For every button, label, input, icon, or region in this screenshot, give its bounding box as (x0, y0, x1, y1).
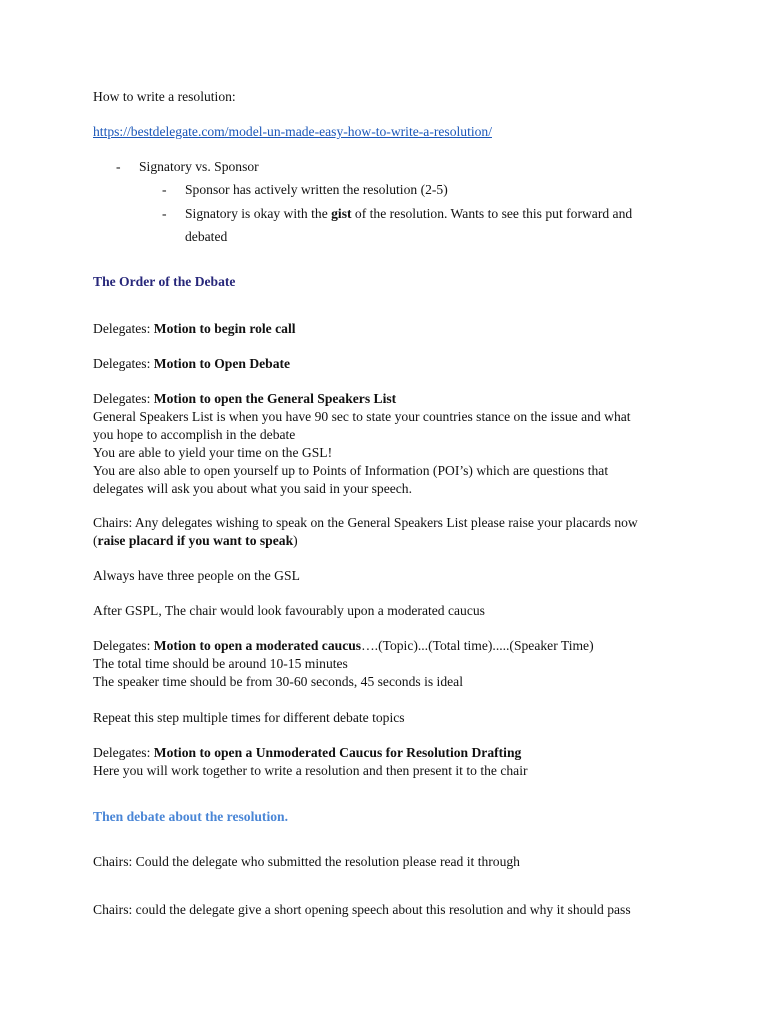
gsl-line: you hope to accomplish in the debate (93, 427, 296, 442)
motion-role-call: Delegates: Motion to begin role call (93, 321, 296, 336)
resource-link[interactable]: https://bestdelegate.com/model-un-made-easy-how-to-write-a-resolution/ (93, 124, 492, 139)
speaker-time-note: The speaker time should be from 30-60 seconds, 45 seconds is ideal (93, 674, 463, 689)
sub-bullet-dash: - (162, 206, 167, 221)
page-heading: How to write a resolution: (93, 89, 236, 104)
bullet-dash: - (116, 159, 121, 174)
always-three-note: Always have three people on the GSL (93, 568, 300, 583)
motion-moderated-caucus: Delegates: Motion to open a moderated caucus….(Topic)...(Total time).....(Speaker Time) (93, 638, 594, 653)
motion-unmoderated-caucus: Delegates: Motion to open a Unmoderated Caucus for Resolution Drafting (93, 745, 522, 760)
gsl-line: You are also able to open yourself up to Points of Information (POI’s) which are questions that (93, 463, 609, 478)
sub-bullet-signatory: Signatory is okay with the gist of the resolution. Wants to see this put forward and (185, 206, 633, 221)
gsl-paragraph (93, 408, 631, 498)
chairs-opening-speech: Chairs: could the delegate give a short opening speech about this resolution and why it should pass (93, 902, 631, 917)
gsl-line: You are able to yield your time on the GSL! (93, 445, 333, 460)
repeat-note: Repeat this step multiple times for different debate topics (93, 710, 405, 725)
motion-open-gsl: Delegates: Motion to open the General Speakers List (93, 391, 397, 406)
unmoderated-caucus-note: Here you will work together to write a resolution and then present it to the chair (93, 763, 528, 778)
sub-bullet-dash: - (162, 182, 167, 197)
motion-open-debate: Delegates: Motion to Open Debate (93, 356, 291, 371)
after-gspl-note: After GSPL, The chair would look favourably upon a moderated caucus (93, 603, 485, 618)
raise-placard-note: (raise placard if you want to speak) (93, 533, 298, 548)
then-debate-heading: Then debate about the resolution. (93, 809, 288, 824)
gsl-line: delegates will ask you about what you said in your speech. (93, 481, 413, 496)
chairs-read-resolution: Chairs: Could the delegate who submitted the resolution please read it through (93, 854, 520, 869)
order-of-debate-heading: The Order of the Debate (93, 274, 236, 289)
total-time-note: The total time should be around 10-15 minutes (93, 656, 348, 671)
sub-bullet-signatory-cont: debated (185, 229, 228, 244)
gsl-line: General Speakers List is when you have 90 sec to state your countries stance on the issue and what (93, 409, 631, 424)
chairs-gsl-call: Chairs: Any delegates wishing to speak on the General Speakers List please raise your placards now (93, 515, 638, 530)
bullet-signatory-vs-sponsor: Signatory vs. Sponsor (139, 159, 259, 174)
sub-bullet-sponsor: Sponsor has actively written the resolution (2-5) (185, 182, 448, 197)
